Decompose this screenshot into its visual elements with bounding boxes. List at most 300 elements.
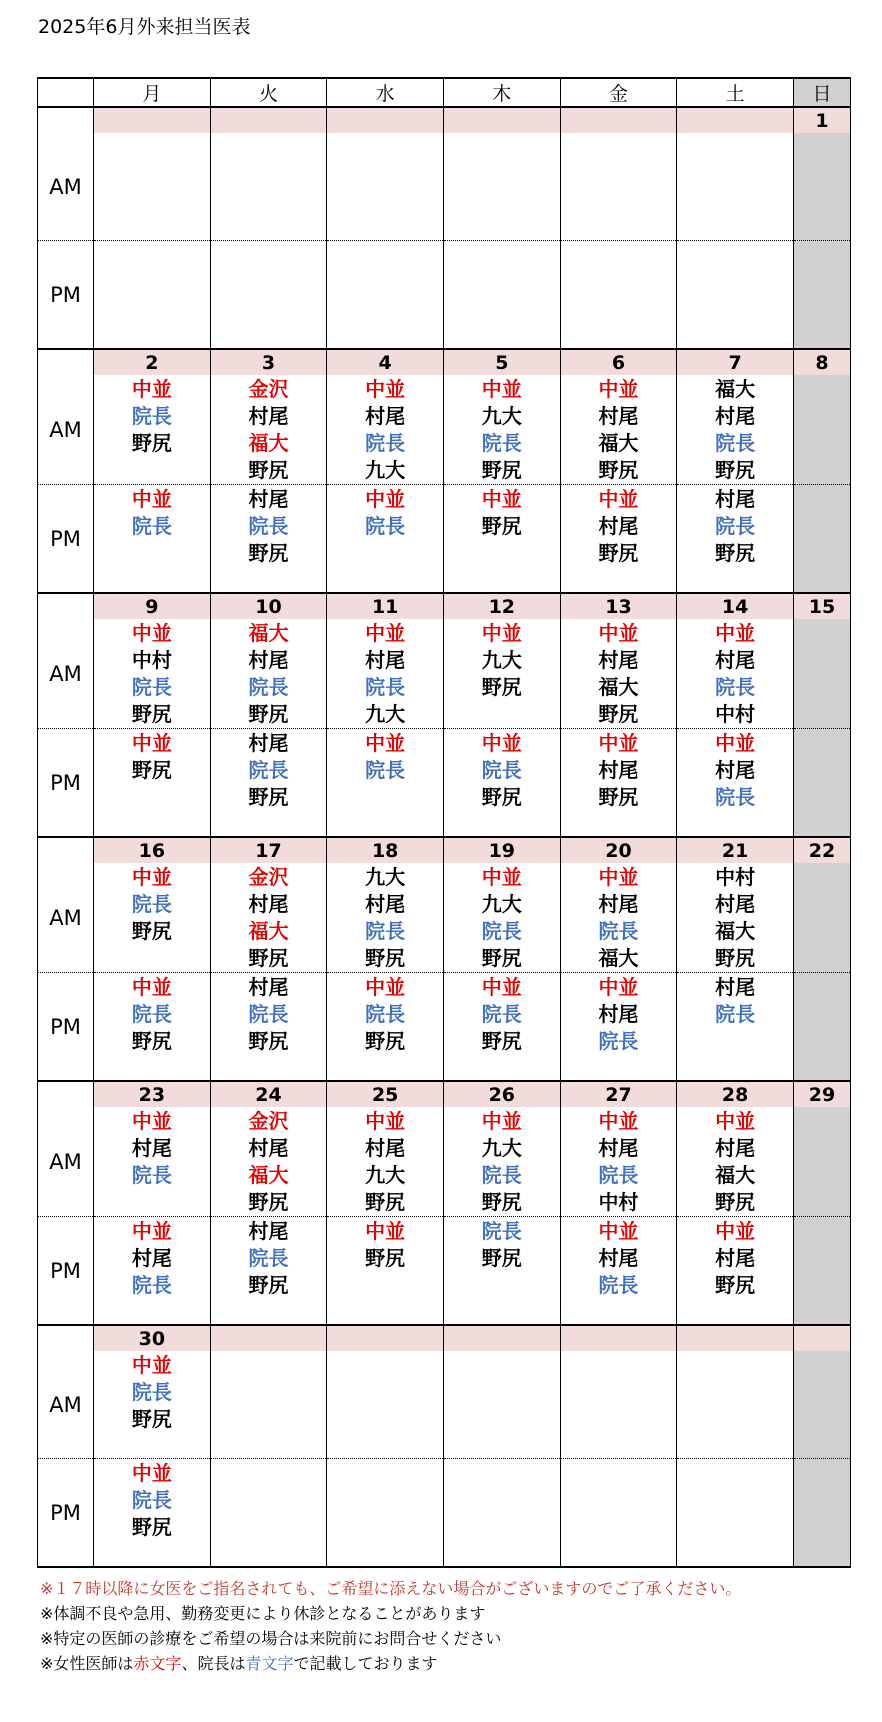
date-row: [38, 837, 851, 863]
doctor-name: 村尾: [131, 1246, 172, 1270]
slot-cell: [327, 485, 444, 594]
doctor-name: 野尻: [598, 458, 639, 482]
doctor-name: 中並: [365, 621, 406, 645]
doctor-name: 中並: [481, 865, 522, 889]
doctor-name: 野尻: [598, 702, 639, 726]
date-row-label-cell: [38, 1081, 94, 1107]
date-cell: [793, 1325, 850, 1351]
slot-cell: [560, 1217, 677, 1326]
date-cell: 23: [94, 1081, 211, 1107]
doctor-name: 野尻: [481, 946, 522, 970]
doctor-list: [327, 1351, 443, 1352]
doctor-name: 福大: [248, 621, 289, 645]
doctor-name: 院長: [365, 514, 406, 538]
date-cell: 24: [210, 1081, 327, 1107]
doctor-name: 村尾: [598, 648, 639, 672]
doctor-name: 院長: [131, 1273, 172, 1297]
doctor-name: 福大: [715, 919, 756, 943]
doctor-name: 野尻: [248, 541, 289, 565]
slot-cell: [210, 375, 327, 485]
weekday-sat: 土: [677, 78, 794, 107]
date-cell: 29: [793, 1081, 850, 1107]
doctor-name: 野尻: [481, 1246, 522, 1270]
doctor-name: 中並: [481, 487, 522, 511]
doctor-name: 村尾: [598, 892, 639, 916]
date-row: [38, 107, 851, 133]
doctor-name: 中並: [131, 1461, 172, 1485]
slot-cell: [327, 863, 444, 973]
doctor-name: 野尻: [481, 1190, 522, 1214]
doctor-list: [211, 729, 327, 811]
doctor-name: 中村: [715, 702, 756, 726]
doctor-list: [561, 375, 677, 484]
doctor-name: 中並: [598, 621, 639, 645]
doctor-list: [444, 1459, 560, 1460]
doctor-name: 中並: [598, 865, 639, 889]
date-row-label-cell: [38, 593, 94, 619]
doctor-name: 九大: [481, 892, 522, 916]
date-cell: 19: [443, 837, 560, 863]
slot-cell: [560, 485, 677, 594]
doctor-name: 中並: [365, 1109, 406, 1133]
doctor-name: 院長: [365, 919, 406, 943]
doctor-name: 野尻: [131, 1029, 172, 1053]
doctor-name: 野尻: [248, 1273, 289, 1297]
note-closure: ※体調不良や急用、勤務変更により休診となることがあります: [40, 1604, 486, 1623]
slot-cell: [443, 973, 560, 1082]
doctor-list: [94, 863, 210, 945]
weekday-wed: 水: [327, 78, 444, 107]
note-female-after-17: ※１７時以降に女医をご指名されても、ご希望に添えない場合がございますのでご了承ください。: [40, 1579, 742, 1598]
doctor-name: 野尻: [248, 785, 289, 809]
date-cell: 4: [327, 349, 444, 375]
doctor-list: [561, 1217, 677, 1299]
slot-cell: [210, 1217, 327, 1326]
date-cell: [94, 107, 211, 133]
date-row-label-cell: [38, 349, 94, 375]
doctor-list: [677, 1107, 793, 1216]
doctor-name: 村尾: [248, 648, 289, 672]
slot-cell: [443, 619, 560, 729]
doctor-name: 院長: [715, 785, 756, 809]
date-cell: 17: [210, 837, 327, 863]
doctor-name: 野尻: [365, 1029, 406, 1053]
doctor-name: 中並: [365, 487, 406, 511]
slot-cell: [560, 973, 677, 1082]
date-row-label-cell: [38, 837, 94, 863]
date-cell: 11: [327, 593, 444, 619]
date-cell: 12: [443, 593, 560, 619]
doctor-name: 福大: [248, 919, 289, 943]
date-cell: 27: [560, 1081, 677, 1107]
doctor-list: [327, 973, 443, 1055]
doctor-name: 福大: [715, 1163, 756, 1187]
doctor-name: 院長: [598, 1163, 639, 1187]
sunday-closed-cell: [793, 1459, 850, 1568]
am-row: [38, 1107, 851, 1217]
doctor-list: [444, 729, 560, 811]
slot-cell: [327, 133, 444, 241]
am-row: [38, 133, 851, 241]
slot-cell: [560, 1107, 677, 1217]
doctor-name: 福大: [248, 1163, 289, 1187]
slot-cell: [677, 1459, 794, 1568]
doctor-name: 野尻: [131, 431, 172, 455]
slot-cell: [210, 1351, 327, 1459]
slot-cell: [210, 973, 327, 1082]
doctor-name: 福大: [598, 675, 639, 699]
doctor-name: 院長: [365, 1002, 406, 1026]
sunday-closed-cell: [793, 619, 850, 729]
doctor-list: [561, 1351, 677, 1352]
doctor-name: 中並: [131, 1353, 172, 1377]
doctor-name: 中並: [715, 731, 756, 755]
pm-label: PM: [38, 1217, 94, 1326]
doctor-name: 中並: [131, 975, 172, 999]
doctor-name: 野尻: [481, 458, 522, 482]
date-cell: 15: [793, 593, 850, 619]
doctor-name: 中並: [365, 975, 406, 999]
doctor-list: [211, 619, 327, 728]
doctor-list: [561, 973, 677, 1055]
doctor-name: 村尾: [715, 487, 756, 511]
weekday-fri: 金: [560, 78, 677, 107]
doctor-name: 村尾: [248, 975, 289, 999]
date-row: [38, 349, 851, 375]
sunday-closed-cell: [793, 241, 850, 350]
doctor-list: [327, 375, 443, 484]
slot-cell: [677, 863, 794, 973]
date-cell: [327, 107, 444, 133]
doctor-list: [94, 485, 210, 540]
slot-cell: [327, 375, 444, 485]
doctor-name: 村尾: [365, 892, 406, 916]
doctor-name: 院長: [715, 431, 756, 455]
slot-cell: [677, 1107, 794, 1217]
doctor-name: 村尾: [715, 1246, 756, 1270]
doctor-name: 野尻: [715, 541, 756, 565]
doctor-name: 院長: [715, 1002, 756, 1026]
date-row: [38, 1081, 851, 1107]
doctor-name: 野尻: [365, 1246, 406, 1270]
doctor-name: 院長: [365, 431, 406, 455]
doctor-name: 中村: [131, 648, 172, 672]
pm-row: [38, 241, 851, 350]
doctor-name: 村尾: [598, 514, 639, 538]
date-cell: 26: [443, 1081, 560, 1107]
doctor-list: [561, 1459, 677, 1460]
doctor-name: 院長: [365, 758, 406, 782]
doctor-name: 福大: [248, 431, 289, 455]
slot-cell: [94, 1217, 211, 1326]
slot-cell: [210, 729, 327, 838]
date-cell: 1: [793, 107, 850, 133]
am-label: AM: [38, 133, 94, 241]
doctor-name: 野尻: [481, 514, 522, 538]
slot-cell: [677, 485, 794, 594]
slot-cell: [94, 863, 211, 973]
slot-cell: [443, 485, 560, 594]
doctor-name: 院長: [131, 1163, 172, 1187]
doctor-list: [211, 133, 327, 134]
doctor-list: [211, 1217, 327, 1299]
doctor-list: [561, 133, 677, 134]
pm-row: [38, 973, 851, 1082]
doctor-name: 村尾: [365, 1136, 406, 1160]
date-cell: 9: [94, 593, 211, 619]
doctor-list: [94, 375, 210, 457]
am-label: AM: [38, 1351, 94, 1459]
doctor-name: 中並: [131, 731, 172, 755]
doctor-name: 院長: [598, 919, 639, 943]
pm-row: [38, 729, 851, 838]
doctor-list: [677, 973, 793, 1028]
doctor-name: 福大: [715, 377, 756, 401]
doctor-list: [327, 485, 443, 540]
slot-cell: [677, 729, 794, 838]
doctor-name: 野尻: [248, 458, 289, 482]
doctor-list: [561, 729, 677, 811]
doctor-name: 野尻: [365, 946, 406, 970]
date-cell: [327, 1325, 444, 1351]
pm-row: [38, 485, 851, 594]
doctor-name: 九大: [481, 648, 522, 672]
slot-cell: [94, 1351, 211, 1459]
slot-cell: [94, 1459, 211, 1568]
doctor-list: [444, 375, 560, 484]
am-row: [38, 619, 851, 729]
sunday-closed-cell: [793, 1107, 850, 1217]
doctor-name: 野尻: [131, 702, 172, 726]
weekday-sun: 日: [793, 78, 850, 107]
slot-cell: [327, 1351, 444, 1459]
sunday-closed-cell: [793, 1351, 850, 1459]
doctor-name: 野尻: [248, 1190, 289, 1214]
slot-cell: [94, 729, 211, 838]
slot-cell: [443, 863, 560, 973]
schedule-table: [37, 77, 851, 1568]
doctor-list: [94, 241, 210, 242]
doctor-list: [327, 619, 443, 728]
slot-cell: [94, 241, 211, 350]
doctor-name: 村尾: [715, 648, 756, 672]
doctor-name: 院長: [248, 1246, 289, 1270]
slot-cell: [210, 133, 327, 241]
doctor-list: [444, 241, 560, 242]
slot-cell: [327, 1107, 444, 1217]
doctor-list: [327, 1217, 443, 1272]
slot-cell: [560, 729, 677, 838]
doctor-name: 九大: [365, 458, 406, 482]
doctor-list: [677, 729, 793, 811]
slot-cell: [210, 863, 327, 973]
doctor-list: [94, 729, 210, 784]
doctor-list: [94, 973, 210, 1055]
doctor-name: 中並: [598, 487, 639, 511]
doctor-list: [327, 1107, 443, 1216]
doctor-name: 院長: [715, 514, 756, 538]
doctor-name: 院長: [248, 758, 289, 782]
doctor-name: 中並: [131, 487, 172, 511]
doctor-name: 九大: [365, 1163, 406, 1187]
date-row-label-cell: [38, 107, 94, 133]
slot-cell: [677, 133, 794, 241]
date-cell: [443, 107, 560, 133]
slot-cell: [677, 973, 794, 1082]
doctor-name: 村尾: [365, 404, 406, 428]
doctor-name: 九大: [481, 1136, 522, 1160]
doctor-name: 院長: [131, 514, 172, 538]
doctor-name: 中並: [598, 975, 639, 999]
doctor-list: [444, 485, 560, 540]
doctor-list: [211, 485, 327, 567]
doctor-name: 院長: [131, 1488, 172, 1512]
doctor-list: [677, 375, 793, 484]
corner-cell: [38, 78, 94, 107]
slot-cell: [327, 729, 444, 838]
footnotes: [40, 1576, 741, 1676]
slot-cell: [210, 485, 327, 594]
sunday-closed-cell: [793, 863, 850, 973]
pm-label: PM: [38, 1459, 94, 1568]
doctor-name: 中並: [481, 975, 522, 999]
doctor-name: 院長: [481, 1163, 522, 1187]
doctor-list: [561, 485, 677, 567]
slot-cell: [210, 619, 327, 729]
slot-cell: [94, 485, 211, 594]
doctor-name: 金沢: [248, 1109, 289, 1133]
pm-label: PM: [38, 729, 94, 838]
doctor-name: 中並: [715, 1109, 756, 1133]
doctor-list: [677, 1217, 793, 1299]
slot-cell: [443, 375, 560, 485]
doctor-list: [94, 1107, 210, 1189]
doctor-name: 院長: [481, 1002, 522, 1026]
doctor-list: [444, 1351, 560, 1352]
date-cell: 30: [94, 1325, 211, 1351]
date-cell: [443, 1325, 560, 1351]
doctor-list: [444, 863, 560, 972]
doctor-name: 村尾: [715, 404, 756, 428]
doctor-name: 中並: [715, 621, 756, 645]
slot-cell: [560, 863, 677, 973]
doctor-name: 村尾: [598, 1136, 639, 1160]
doctor-name: 院長: [598, 1029, 639, 1053]
date-row: [38, 1325, 851, 1351]
doctor-list: [94, 1459, 210, 1541]
slot-cell: [94, 973, 211, 1082]
slot-cell: [677, 241, 794, 350]
weekday-mon: 月: [94, 78, 211, 107]
slot-cell: [560, 375, 677, 485]
doctor-name: 村尾: [715, 975, 756, 999]
sunday-closed-cell: [793, 973, 850, 1082]
date-cell: 14: [677, 593, 794, 619]
doctor-name: 中並: [131, 621, 172, 645]
doctor-name: 野尻: [481, 785, 522, 809]
doctor-name: 九大: [481, 404, 522, 428]
doctor-list: [677, 1459, 793, 1460]
doctor-name: 院長: [248, 675, 289, 699]
date-cell: 18: [327, 837, 444, 863]
date-cell: 5: [443, 349, 560, 375]
date-cell: 28: [677, 1081, 794, 1107]
doctor-name: 村尾: [715, 892, 756, 916]
doctor-list: [677, 133, 793, 134]
date-cell: 16: [94, 837, 211, 863]
slot-cell: [443, 1459, 560, 1568]
date-row: [38, 593, 851, 619]
doctor-list: [211, 375, 327, 484]
doctor-name: 野尻: [131, 1407, 172, 1431]
slot-cell: [560, 133, 677, 241]
slot-cell: [210, 241, 327, 350]
date-cell: 21: [677, 837, 794, 863]
doctor-name: 野尻: [598, 541, 639, 565]
doctor-name: 院長: [365, 675, 406, 699]
slot-cell: [443, 1351, 560, 1459]
doctor-list: [444, 619, 560, 701]
doctor-name: 中村: [598, 1190, 639, 1214]
slot-cell: [210, 1107, 327, 1217]
doctor-name: 院長: [131, 404, 172, 428]
doctor-name: 中並: [481, 1109, 522, 1133]
sunday-closed-cell: [793, 133, 850, 241]
doctor-list: [94, 1351, 210, 1433]
slot-cell: [560, 241, 677, 350]
doctor-name: 中並: [715, 1219, 756, 1243]
legend-blue-text: 青文字: [245, 1654, 294, 1673]
doctor-name: 中並: [481, 731, 522, 755]
doctor-list: [561, 619, 677, 728]
doctor-list: [677, 619, 793, 728]
doctor-name: 村尾: [248, 1136, 289, 1160]
doctor-list: [211, 1459, 327, 1460]
slot-cell: [560, 1459, 677, 1568]
doctor-list: [211, 973, 327, 1055]
doctor-name: 中並: [598, 1219, 639, 1243]
slot-cell: [327, 241, 444, 350]
doctor-list: [211, 863, 327, 972]
doctor-name: 村尾: [715, 1136, 756, 1160]
slot-cell: [443, 241, 560, 350]
am-row: [38, 863, 851, 973]
slot-cell: [677, 619, 794, 729]
date-cell: [677, 1325, 794, 1351]
weekday-thu: 木: [443, 78, 560, 107]
doctor-list: [677, 241, 793, 242]
date-cell: 20: [560, 837, 677, 863]
date-cell: 3: [210, 349, 327, 375]
doctor-name: 金沢: [248, 865, 289, 889]
doctor-list: [94, 619, 210, 728]
doctor-name: 中並: [365, 731, 406, 755]
doctor-name: 中並: [598, 1109, 639, 1133]
sunday-closed-cell: [793, 375, 850, 485]
doctor-name: 村尾: [248, 731, 289, 755]
slot-cell: [560, 1351, 677, 1459]
doctor-name: 金沢: [248, 377, 289, 401]
am-row: [38, 375, 851, 485]
slot-cell: [94, 619, 211, 729]
doctor-name: 村尾: [131, 1136, 172, 1160]
doctor-name: 村尾: [715, 758, 756, 782]
slot-cell: [443, 133, 560, 241]
doctor-list: [444, 133, 560, 134]
doctor-name: 院長: [131, 1002, 172, 1026]
note-specific-doctor: ※特定の医師の診療をご希望の場合は来院前にお問合せください: [40, 1629, 502, 1648]
doctor-list: [444, 1107, 560, 1216]
